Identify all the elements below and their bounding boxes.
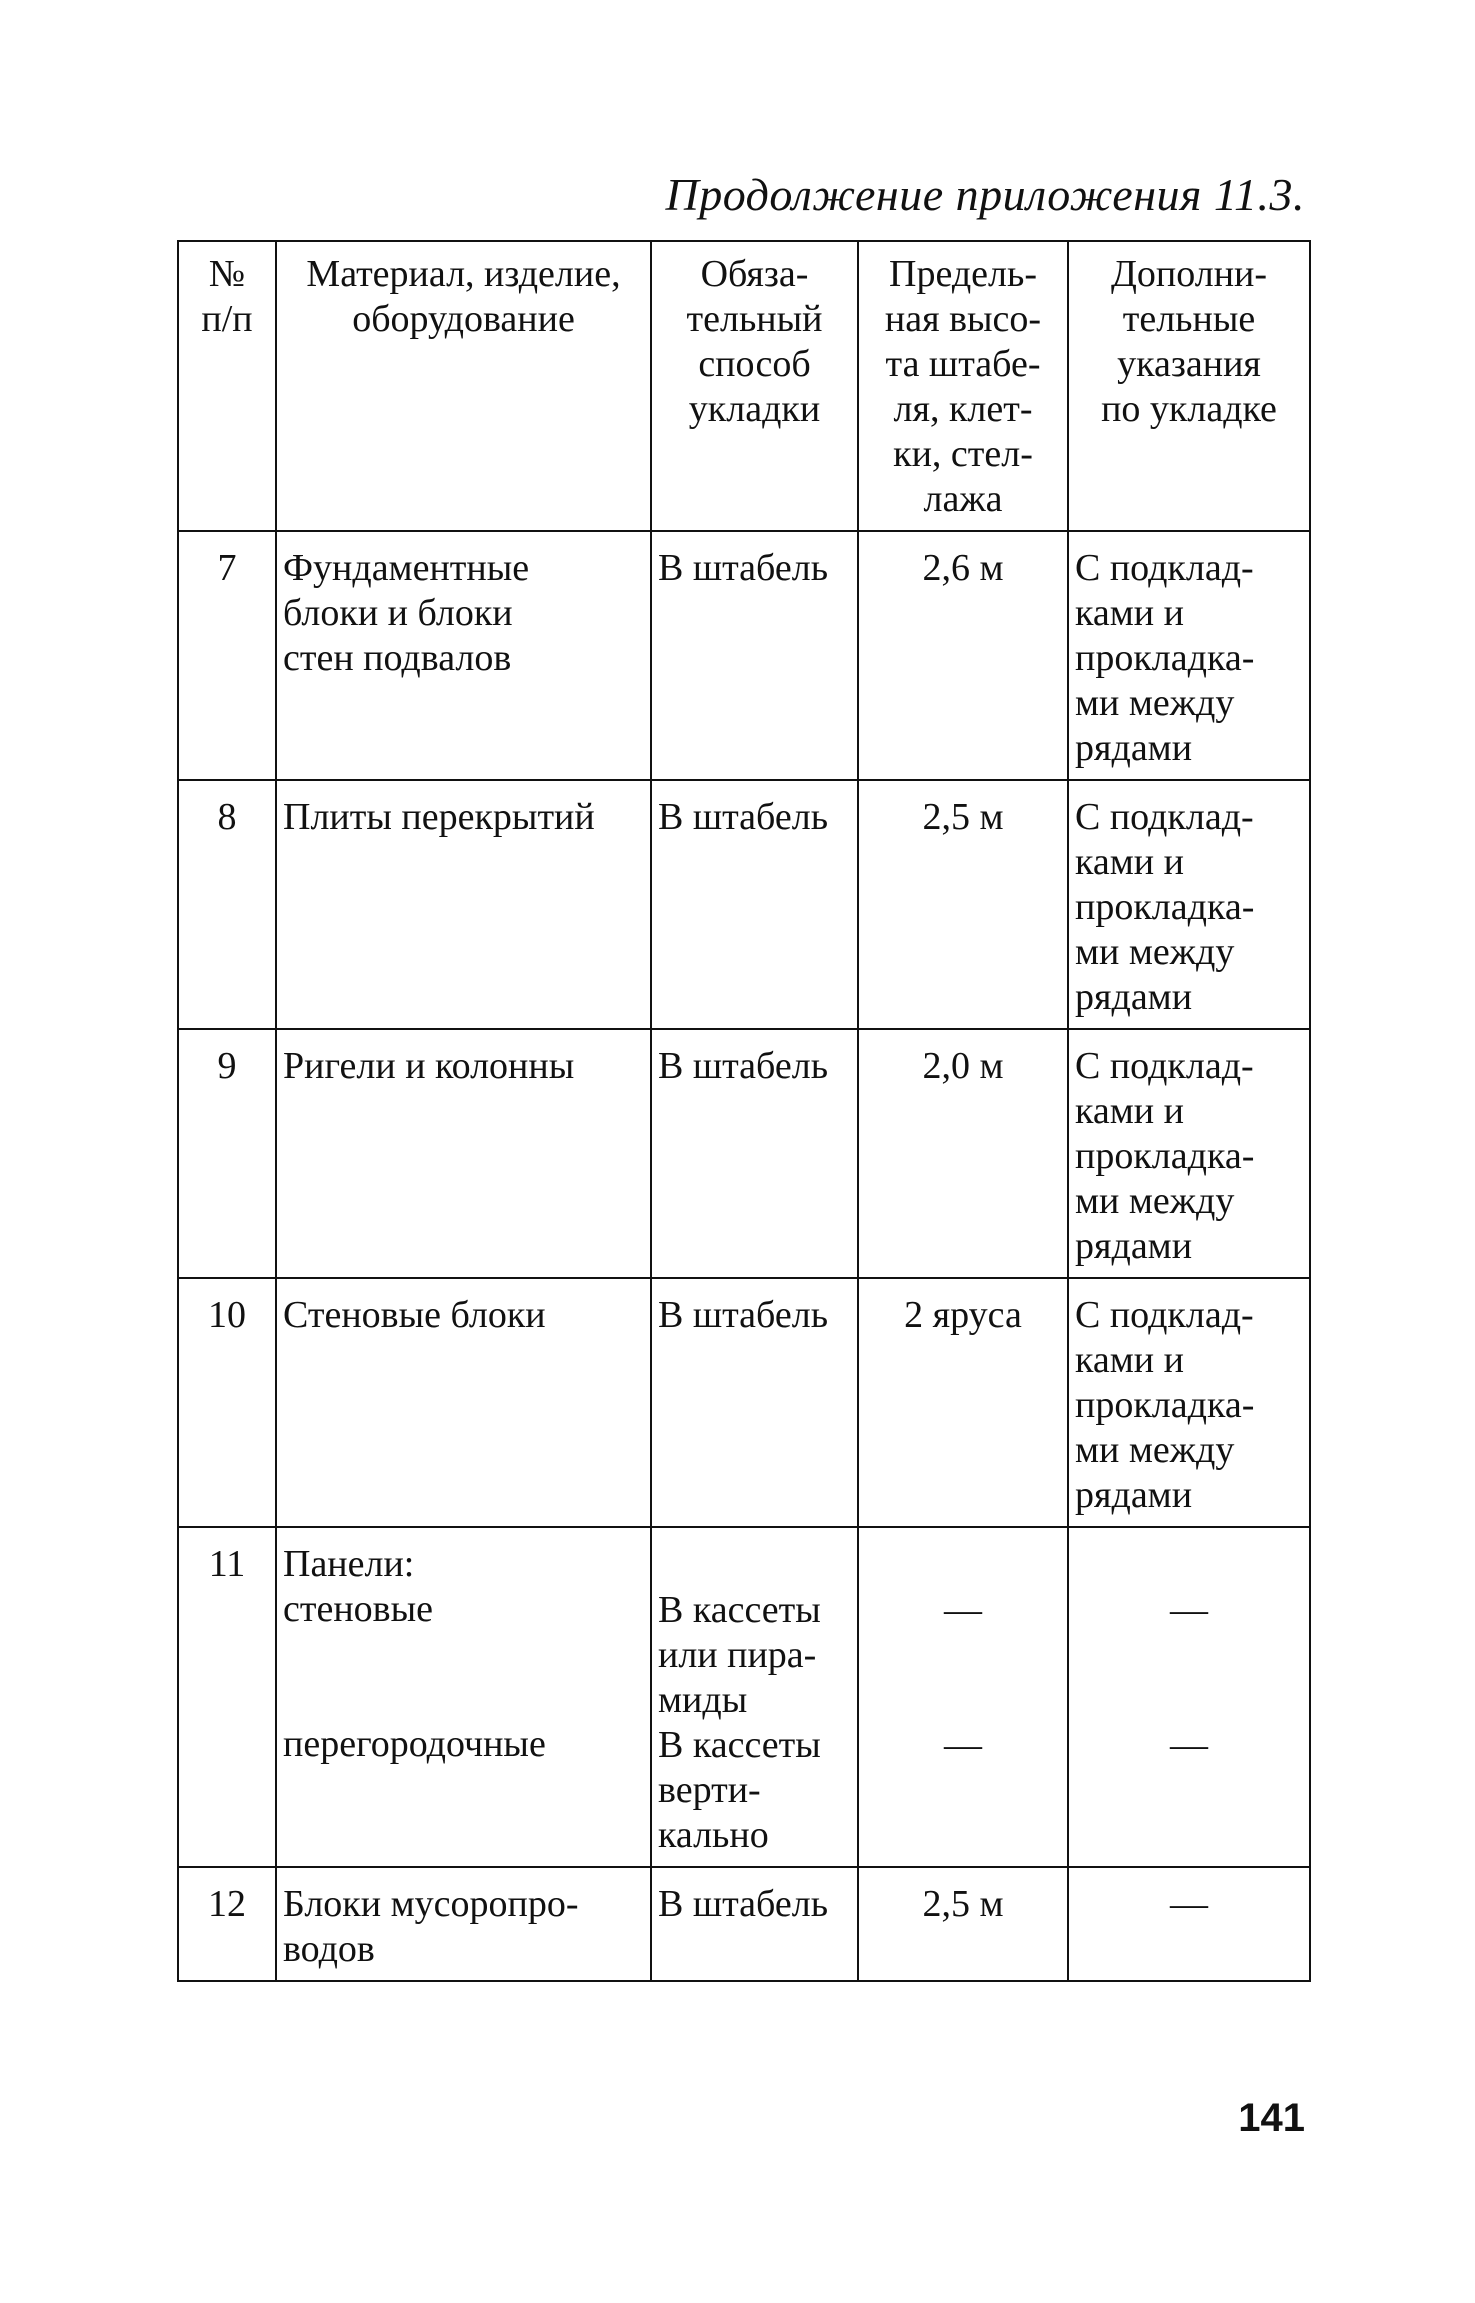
row-height: 2,5 м bbox=[858, 1867, 1068, 1981]
header-notes: Дополни- тельные указания по укладке bbox=[1068, 241, 1310, 531]
header-num: № п/п bbox=[178, 241, 276, 531]
row-number: 10 bbox=[178, 1278, 276, 1527]
row-notes: С подклад- ками и прокладка- ми между рядами bbox=[1068, 1278, 1310, 1527]
table-row bbox=[178, 780, 1310, 1029]
row-notes: — bbox=[1068, 1867, 1310, 1981]
row-method: В штабель bbox=[651, 1867, 858, 1981]
row-number: 9 bbox=[178, 1029, 276, 1278]
row-method: В штабель bbox=[651, 1278, 858, 1527]
header-height: Предель- ная высо- та штабе- ля, клет- ки, стел- лажа bbox=[858, 241, 1068, 531]
row-material: Ригели и колонны bbox=[276, 1029, 651, 1278]
row-number: 11 bbox=[178, 1527, 276, 1867]
row-height: 2,5 м bbox=[858, 780, 1068, 1029]
header-method: Обяза- тельный способ укладки bbox=[651, 241, 858, 531]
row-notes: С подклад- ками и прокладка- ми между рядами bbox=[1068, 780, 1310, 1029]
table-row bbox=[178, 1867, 1310, 1981]
header-material: Материал, изделие, оборудование bbox=[276, 241, 651, 531]
row-material: Панели: стеновые перегородочные bbox=[276, 1527, 651, 1867]
table-caption: Продолжение приложения 11.3. bbox=[665, 169, 1305, 220]
table-row bbox=[178, 531, 1310, 780]
row-notes: — — bbox=[1068, 1527, 1310, 1867]
row-material: Плиты перекрытий bbox=[276, 780, 651, 1029]
row-method: В штабель bbox=[651, 1029, 858, 1278]
row-material: Стеновые блоки bbox=[276, 1278, 651, 1527]
table-row bbox=[178, 1029, 1310, 1278]
row-number: 12 bbox=[178, 1867, 276, 1981]
row-material: Фундаментные блоки и блоки стен подвалов bbox=[276, 531, 651, 780]
row-method: В кассеты или пира- миды В кассеты верти- кально bbox=[651, 1527, 858, 1867]
table-row bbox=[178, 1527, 1310, 1867]
row-height: 2,6 м bbox=[858, 531, 1068, 780]
table-header-row bbox=[178, 241, 1310, 531]
row-method: В штабель bbox=[651, 531, 858, 780]
row-notes: С подклад- ками и прокладка- ми между рядами bbox=[1068, 1029, 1310, 1278]
row-notes: С подклад- ками и прокладка- ми между рядами bbox=[1068, 531, 1310, 780]
row-number: 8 bbox=[178, 780, 276, 1029]
table-row bbox=[178, 1278, 1310, 1527]
storage-table bbox=[177, 240, 1311, 1982]
row-height: 2 яруса bbox=[858, 1278, 1068, 1527]
row-method: В штабель bbox=[651, 780, 858, 1029]
row-height: 2,0 м bbox=[858, 1029, 1068, 1278]
page-number: 141 bbox=[1238, 2096, 1305, 2140]
sub-material: стеновые bbox=[283, 1588, 434, 1630]
row-number: 7 bbox=[178, 531, 276, 780]
row-material: Блоки мусоропро- водов bbox=[276, 1867, 651, 1981]
sub-material: перегородочные bbox=[283, 1723, 546, 1765]
row-height: — — bbox=[858, 1527, 1068, 1867]
